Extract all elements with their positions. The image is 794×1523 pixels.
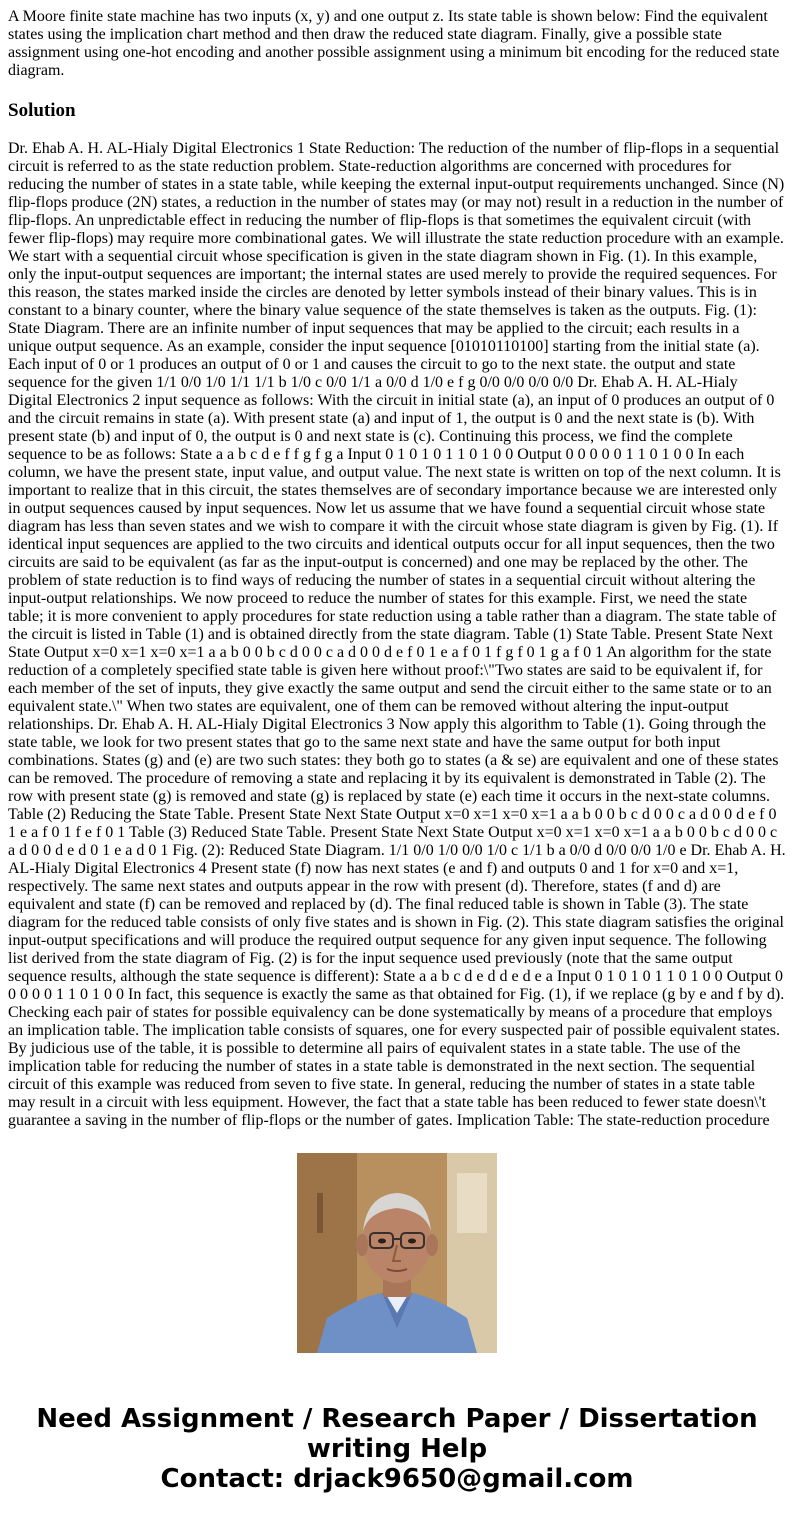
document-content xyxy=(8,8,786,1129)
question-text: A Moore finite state machine has two inputs (x, y) and one output z. Its state table is shown below: Find the equivalent states using the implication chart method and then draw the reduced state diagram. Finally, give a possible state assignment using one-hot encoding and another possible assignment using a minimum bit encoding for the reduced state diagram. xyxy=(8,8,780,79)
promo-line-1: Need Assignment / Research Paper / Dissertation xyxy=(36,1404,758,1434)
solution-heading: Solution xyxy=(8,100,76,121)
avatar-portrait xyxy=(297,1153,497,1353)
author-avatar xyxy=(297,1153,497,1353)
promo-banner xyxy=(0,1404,794,1494)
solution-body: Dr. Ehab A. H. AL-Hialy Digital Electronics 1 State Reduction: The reduction of the number of flip-flops in a sequential circuit is referred to as the state reduction problem. State-reduction algorithms are concerned with procedures for reducing the number of states in a state table, while keeping the external input-output requirements unchanged. Since (N) flip-flops produce (2N) states, a reduction in the number of states may (or may not) result in a reduction in the number of flip-flops. An unpredictable effect in reducing the number of flip-flops is that sometimes the equivalent circuit (with fewer flip-flops) may require more combinational gates. We will illustrate the state reduction procedure with an example. We start with a sequential circuit whose specification is given in the state diagram shown in Fig. (1). In this example, only the input-output sequences are important; the internal states are used merely to provide the required sequences. For this reason, the states marked inside the circles are denoted by letter symbols instead of their binary values. This is in constant to a binary counter, where the binary value sequence of the state themselves is taken as the outputs. Fig. (1): State Diagram. There are an infinite number of input sequences that may be applied to the circuit; each results in a unique output sequence. As an example, consider the input sequence [01010110100] starting from the initial state (a). Each input of 0 or 1 produces an output of 0 or 1 and causes the circuit to go to the next state. the output and state sequence for the given 1/1 0/0 1/0 1/1 1/1 b 1/0 c 0/0 1/1 a 0/0 d 1/0 e f g 0/0 0/0 0/0 0/0 Dr. Ehab A. H. AL-Hialy Digital Electronics 2 input sequence as follows: With the circuit in initial state (a), an input of 0 produces an output of 0 and the circuit remains in state (a). With present state (a) and input of 1, the output is 0 and the next state is (b). With present state (b) and input of 0, the output is 0 and next state is (c). Continuing this process, we find the complete sequence to be as follows: State a a b c d e f f g f g a Input 0 1 0 1 0 1 1 0 1 0 0 Output 0 0 0 0 0 1 1 0 1 0 0 In each column, we have the present state, input value, and output value. The next state is written on top of the next column. It is important to realize that in this circuit, the states themselves are of secondary importance because we are interested only in output sequences caused by input sequences. Now let us assume that we have found a sequential circuit whose state diagram has less than seven states and we wish to compare it with the circuit whose state diagram is given by Fig. (1). If identical input sequences are applied to the two circuits and identical outputs occur for all input sequences, then the two circuits are said to be equivalent (as far as the input-output is concerned) and one may be replaced by the other. The problem of state reduction is to find ways of reducing the number of states in a sequential circuit without altering the input-output relationships. We now proceed to reduce the number of states for this example. First, we need the state table; it is more convenient to apply procedures for state reduction using a table rather than a diagram. The state table of the circuit is listed in Table (1) and is obtained directly from the state diagram. Table (1) State Table. Present State Next State Output x=0 x=1 x=0 x=1 a a b 0 0 b c d 0 0 c a d 0 0 d e f 0 1 e a f 0 1 f g f 0 1 g a f 0 1 An algorithm for the state reduction of a completely specified state table is given here without proof:\"Two states are said to be equivalent if, for each member of the set of inputs, they give exactly the same output and send the circuit either to the same state or to an equivalent state.\" When two states are equivalent, one of them can be removed without altering the input-output relationships. Dr. Ehab A. H. AL-Hialy Digital Electronics 3 Now apply this algorithm to Table (1). Going through the state table, we look for two present states that go to the same next state and have the same output for both input combinations. States (g) and (e) are two such states: they both go to states (a & se) are equivalent and one of these states can be removed. The procedure of removing a state and replacing it by its equivalent is demonstrated in Table (2). The row with present state (g) is removed and state (g) is replaced by state (e) each time it occurs in the next-state columns. Table (2) Reducing the State Table. Present State Next State Output x=0 x=1 x=0 x=1 a a b 0 0 b c d 0 0 c a d 0 0 d e f 0 1 e a f 0 1 f e f 0 1 Table (3) Reduced State Table. Present State Next State Output x=0 x=1 x=0 x=1 a a b 0 0 b c d 0 0 c a d 0 0 d e d 0 1 e a d 0 1 Fig. (2): Reduced State Diagram. 1/1 0/0 1/0 0/0 1/0 c 1/1 b a 0/0 d 0/0 0/0 1/0 e Dr. Ehab A. H. AL-Hialy Digital Electronics 4 Present state (f) now has next states (e and f) and outputs 0 and 1 for x=0 and x=1, respectively. The same next states and outputs appear in the row with present (d). Therefore, states (f and d) are equivalent and state (f) can be removed and replaced by (d). The final reduced table is shown in Table (3). The state diagram for the reduced table consists of only five states and is shown in Fig. (2). This state diagram satisfies the original input-output specifications and will produce the required output sequence for any given input sequence. The following list derived from the state diagram of Fig. (2) is for the input sequence used previously (note that the same output sequence results, although the state sequence is different): State a a b c d e d d e d e a Input 0 1 0 1 0 1 1 0 1 0 0 Output 0 0 0 0 0 1 1 0 1 0 0 In fact, this sequence is exactly the same as that obtained for Fig. (1), if we replace (g by e and f by d). Checking each pair of states for possible equivalency can be done systematically by means of a procedure that employs an implication table. The implication table consists of squares, one for every suspected pair of possible equivalent states. By judicious use of the table, it is possible to determine all pairs of equivalent states in a state table. The use of the implication table for reducing the number of states in a state table is demonstrated in the next section. The sequential circuit of this example was reduced from seven to five state. In general, reducing the number of states in a state table may result in a circuit with less equipment. However, the fact that a state table has been reduced to fewer state doesn\'t guarantee a saving in the number of flip-flops or the number of gates. Implication Table: The state-reduction procedure xyxy=(8,140,786,1129)
promo-contact: Contact: drjack9650@gmail.com xyxy=(160,1464,634,1494)
promo-line-2: writing Help xyxy=(306,1434,488,1464)
